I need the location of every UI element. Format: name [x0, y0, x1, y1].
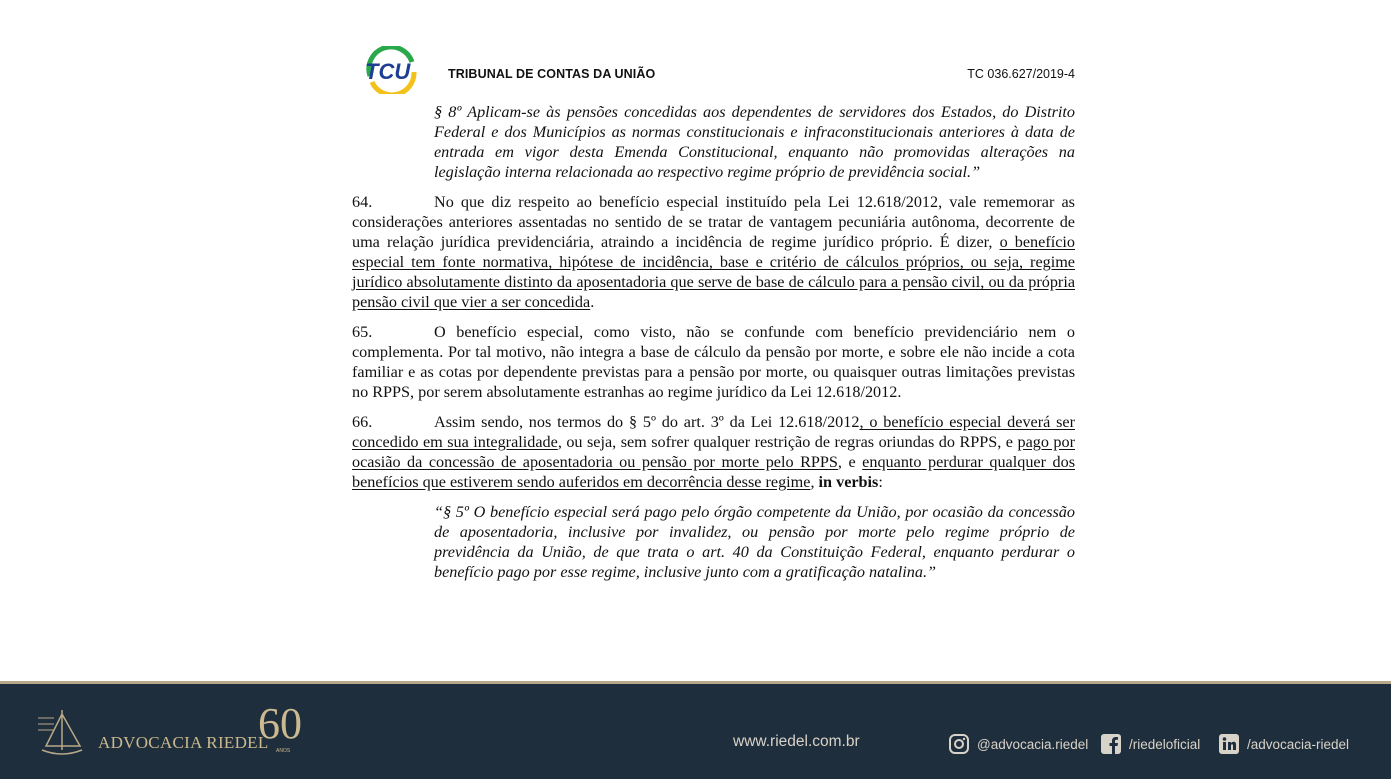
bold-text: in verbis [818, 473, 879, 491]
footer-bar [0, 681, 1391, 779]
paragraph-text: . [590, 293, 595, 311]
instagram-icon [948, 733, 970, 755]
facebook-handle: /riedeloficial [1129, 736, 1201, 752]
underlined-text: , o benefício especial deverá ser concedido em sua integralidade [352, 413, 1075, 451]
document-page [352, 40, 1075, 582]
case-number: TC 036.627/2019-4 [967, 67, 1075, 81]
paragraph-number: 64. [352, 193, 373, 211]
underlined-text: pago por ocasião da concessão de aposentadoria ou pensão por morte pelo RPPS [352, 433, 1075, 471]
paragraph-66 [352, 412, 1075, 492]
tcu-logo [362, 46, 420, 94]
instagram-link[interactable] [948, 733, 1088, 755]
paragraph-number: 65. [352, 323, 373, 341]
paragraph-text: , [810, 473, 819, 491]
anniversary-number: 60 [258, 699, 302, 748]
paragraph-number: 66. [352, 413, 373, 431]
paragraph-text: No que diz respeito ao benefício especial instituído pela Lei 12.618/2012, vale rememorar as considerações anteriores assentadas no sentido de se tratar de vantagem pecuniária autônoma, decorrente de uma relação jurídica previdenciária, atraindo a incidência de regime jurídico próprio. É dizer, [352, 193, 1075, 251]
brand-name: ADVOCACIA RIEDEL [98, 733, 269, 752]
tcu-logo-text: TCU [365, 59, 411, 84]
paragraph-text: : [878, 473, 883, 491]
paragraph-text: O benefício especial, como visto, não se confunde com benefício previdenciário nem o complementa. Por tal motivo, não integra a base de cálculo da pensão por morte, e sobre ele não incide a cota familiar e as cotas por dependente previstas para a pensão por morte, ou quaisquer outras limitações previstas no RPPS, por serem absolutamente estranhas ao regime jurídico da Lei 12.618/2012. [352, 323, 1075, 401]
paragraph-text: , ou seja, sem sofrer qualquer restrição de regras oriundas do RPPS, e [557, 433, 1018, 451]
linkedin-icon [1218, 733, 1240, 755]
anniversary-label: ANOS [276, 748, 291, 754]
quote-paragraph-8: § 8º Aplicam-se às pensões concedidas aos dependentes de servidores dos Estados, do Distrito Federal e dos Municípios as normas constitucionais e infraconstitucionais anteriores à data de entrada em vigor desta Emenda Constitucional, enquanto não promovidas alterações na legislação interna relacionada ao respectivo regime próprio de previdência social.” [434, 103, 1075, 181]
instagram-handle: @advocacia.riedel [977, 736, 1089, 752]
facebook-link[interactable] [1100, 733, 1200, 755]
paragraph-text: , e [837, 453, 863, 471]
quote-paragraph-5: “§ 5º O benefício especial será pago pelo órgão competente da União, por ocasião da concessão de aposentadoria, inclusive por invalidez, ou pensão por morte pelo regime próprio de previdência da União, de que trata o art. 40 da Constituição Federal, enquanto perdurar o benefício pago por esse regime, inclusive junto com a gratificação natalina.” [434, 503, 1075, 581]
linkedin-handle: /advocacia-riedel [1247, 736, 1350, 752]
document-header [352, 40, 1075, 102]
website-link[interactable]: www.riedel.com.br [733, 733, 860, 750]
paragraph-text: Assim sendo, nos termos do § 5º do art. 3º da Lei 12.618/2012 [434, 413, 860, 431]
paragraph-65 [352, 322, 1075, 402]
underlined-text: o benefício especial tem fonte normativa, hipótese de incidência, base e critério de cálculos próprios, ou seja, regime jurídico absolutamente distinto da aposentadoria que serve de base de cálculo para a pensão civil, ou da própria pensão civil que vier a ser concedida [352, 233, 1075, 311]
linkedin-link[interactable] [1218, 733, 1349, 755]
paragraph-64 [352, 192, 1075, 312]
underlined-text: enquanto perdurar qualquer dos benefícios que estiverem sendo auferidos em decorrência desse regime [352, 453, 1075, 491]
riedel-emblem-icon [36, 706, 88, 762]
institution-name: TRIBUNAL DE CONTAS DA UNIÃO [448, 67, 656, 81]
facebook-icon [1100, 733, 1122, 755]
